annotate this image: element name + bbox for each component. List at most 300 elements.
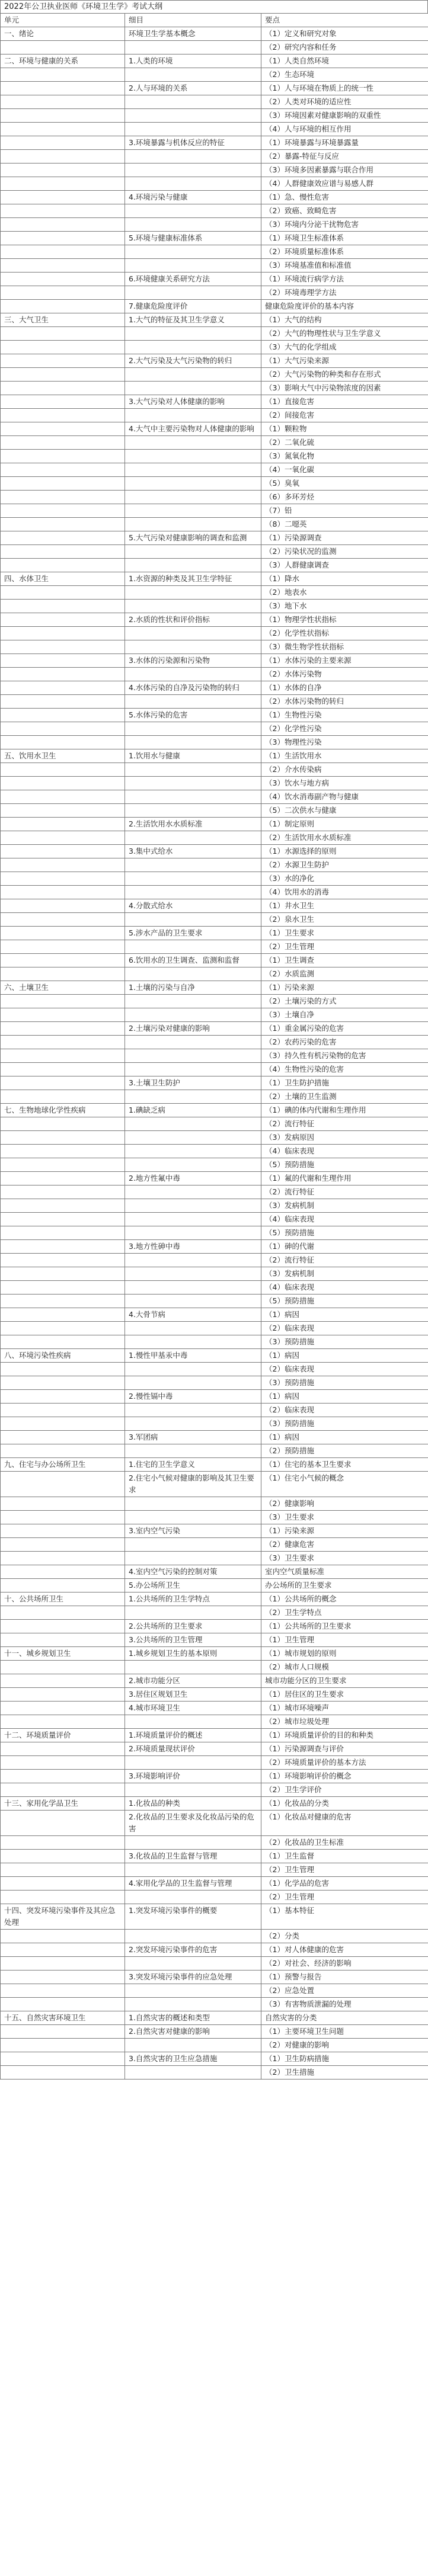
item-cell: 5.大气污染对健康影响的调查和监测 bbox=[125, 531, 261, 545]
item-cell: 2.慢性镉中毒 bbox=[125, 1390, 261, 1404]
point-cell: （1）环境影响评价的概念 bbox=[261, 1770, 428, 1783]
point-cell: （1）急、慢性危害 bbox=[261, 191, 428, 204]
table-row bbox=[1, 1497, 428, 1511]
table-row bbox=[1, 627, 428, 640]
unit-cell bbox=[1, 1984, 125, 1998]
point-cell: （1）卫生要求 bbox=[261, 927, 428, 940]
unit-cell bbox=[1, 640, 125, 654]
unit-cell bbox=[1, 790, 125, 804]
table-row bbox=[1, 1308, 428, 1322]
table-row bbox=[1, 1376, 428, 1390]
point-cell: （2）大气的物理性状与卫生学意义 bbox=[261, 327, 428, 341]
table-row bbox=[1, 1633, 428, 1647]
point-cell: （5）二次供水与健康 bbox=[261, 804, 428, 818]
table-row bbox=[1, 123, 428, 136]
table-row bbox=[1, 204, 428, 218]
unit-cell bbox=[1, 886, 125, 899]
item-cell: 4.环境污染与健康 bbox=[125, 191, 261, 204]
point-cell: （2）污染状况的监测 bbox=[261, 545, 428, 559]
table-row bbox=[1, 463, 428, 477]
table-row bbox=[1, 1836, 428, 1850]
item-cell: 3.突发环境污染事件的应急处理 bbox=[125, 1971, 261, 1984]
point-cell: （2）环境毒理学方法 bbox=[261, 286, 428, 300]
unit-cell: 七、生物地球化学性疾病 bbox=[1, 1104, 125, 1117]
item-cell bbox=[125, 736, 261, 749]
point-cell: （2）水质监测 bbox=[261, 967, 428, 981]
point-cell: （1）住宅小气候的概念 bbox=[261, 1472, 428, 1497]
point-cell: （3）氮氧化物 bbox=[261, 450, 428, 463]
item-cell bbox=[125, 123, 261, 136]
unit-cell bbox=[1, 1891, 125, 1904]
table-row bbox=[1, 640, 428, 654]
point-cell: （3）人群健康调查 bbox=[261, 559, 428, 572]
item-cell: 1.自然灾害的概述和类型 bbox=[125, 2011, 261, 2025]
item-cell bbox=[125, 245, 261, 259]
table-row bbox=[1, 491, 428, 504]
item-cell: 2.突发环境污染事件的危害 bbox=[125, 1943, 261, 1957]
item-cell bbox=[125, 450, 261, 463]
unit-cell: 八、环境污染性疾病 bbox=[1, 1349, 125, 1363]
item-cell: 4.分散式给水 bbox=[125, 899, 261, 913]
unit-cell bbox=[1, 1579, 125, 1593]
point-cell: （2）人类对环境的适应性 bbox=[261, 95, 428, 109]
point-cell: （1）卫生防护措施 bbox=[261, 1076, 428, 1090]
item-cell bbox=[125, 164, 261, 177]
table-row bbox=[1, 422, 428, 436]
item-cell: 3.居住区规划卫生 bbox=[125, 1688, 261, 1702]
point-cell: （1）病因 bbox=[261, 1431, 428, 1444]
item-cell bbox=[125, 790, 261, 804]
point-cell: （3）物理性污染 bbox=[261, 736, 428, 749]
table-row bbox=[1, 409, 428, 422]
document-title: 2022年公卫执业医师《环境卫生学》考试大纲 bbox=[0, 0, 428, 13]
item-cell bbox=[125, 327, 261, 341]
item-cell bbox=[125, 858, 261, 872]
table-row bbox=[1, 82, 428, 95]
unit-cell bbox=[1, 1063, 125, 1076]
item-cell bbox=[125, 463, 261, 477]
item-cell bbox=[125, 1254, 261, 1267]
item-cell bbox=[125, 1957, 261, 1971]
point-cell: （4）临床表现 bbox=[261, 1213, 428, 1226]
table-row bbox=[1, 436, 428, 450]
table-row bbox=[1, 341, 428, 354]
item-cell: 1.人类的环境 bbox=[125, 55, 261, 68]
item-cell bbox=[125, 722, 261, 736]
unit-cell bbox=[1, 1131, 125, 1145]
table-row bbox=[1, 1363, 428, 1376]
unit-cell bbox=[1, 1943, 125, 1957]
table-row bbox=[1, 95, 428, 109]
table-row bbox=[1, 41, 428, 55]
table-body bbox=[1, 27, 428, 2080]
table-row bbox=[1, 681, 428, 695]
point-cell: （6）多环芳烃 bbox=[261, 491, 428, 504]
item-cell: 6.饮用水的卫生调查、监测和监督 bbox=[125, 954, 261, 967]
item-cell bbox=[125, 640, 261, 654]
item-cell: 4.城市环境卫生 bbox=[125, 1702, 261, 1715]
unit-cell bbox=[1, 531, 125, 545]
point-cell: （3）发病机制 bbox=[261, 1199, 428, 1213]
unit-cell bbox=[1, 1998, 125, 2011]
table-row bbox=[1, 2039, 428, 2052]
point-cell: （3）饮水与地方病 bbox=[261, 777, 428, 790]
unit-cell bbox=[1, 1417, 125, 1431]
item-cell: 1.公共场所的卫生学特点 bbox=[125, 1593, 261, 1606]
table-row bbox=[1, 586, 428, 600]
table-row bbox=[1, 1349, 428, 1363]
point-cell: （2）临床表现 bbox=[261, 1363, 428, 1376]
unit-cell bbox=[1, 300, 125, 313]
unit-cell bbox=[1, 1877, 125, 1891]
unit-cell bbox=[1, 150, 125, 164]
point-cell: （2）水体污染物 bbox=[261, 668, 428, 681]
item-cell: 2.地方性氟中毒 bbox=[125, 1172, 261, 1186]
unit-cell bbox=[1, 967, 125, 981]
item-cell bbox=[125, 804, 261, 818]
item-cell bbox=[125, 2039, 261, 2052]
point-cell: （1）污染来源 bbox=[261, 981, 428, 995]
unit-cell: 三、大气卫生 bbox=[1, 313, 125, 327]
item-cell bbox=[125, 1376, 261, 1390]
point-cell: （3）环境多因素暴露与联合作用 bbox=[261, 164, 428, 177]
table-row bbox=[1, 177, 428, 191]
table-row bbox=[1, 477, 428, 491]
unit-cell bbox=[1, 327, 125, 341]
point-cell: （2）卫生学特点 bbox=[261, 1606, 428, 1620]
table-row bbox=[1, 777, 428, 790]
unit-cell bbox=[1, 845, 125, 858]
table-row bbox=[1, 1984, 428, 1998]
unit-cell bbox=[1, 1295, 125, 1308]
point-cell: （3）环境基准值和标准值 bbox=[261, 259, 428, 273]
point-cell: （2）生态环境 bbox=[261, 68, 428, 82]
table-row bbox=[1, 1036, 428, 1049]
point-cell: （1）对人体健康的危害 bbox=[261, 1943, 428, 1957]
table-row bbox=[1, 1811, 428, 1836]
item-cell: 1.碘缺乏病 bbox=[125, 1104, 261, 1117]
point-cell: （2）卫生管理 bbox=[261, 1863, 428, 1877]
item-cell bbox=[125, 995, 261, 1008]
unit-cell bbox=[1, 273, 125, 286]
table-row bbox=[1, 1797, 428, 1811]
item-cell bbox=[125, 1511, 261, 1524]
item-cell bbox=[125, 1661, 261, 1674]
unit-cell bbox=[1, 559, 125, 572]
unit-cell bbox=[1, 913, 125, 927]
table-row bbox=[1, 1008, 428, 1022]
item-cell bbox=[125, 1552, 261, 1565]
point-cell: （1）居住区的卫生要求 bbox=[261, 1688, 428, 1702]
item-cell bbox=[125, 1145, 261, 1158]
table-row bbox=[1, 1063, 428, 1076]
point-cell: （1）卫生防病措施 bbox=[261, 2052, 428, 2066]
item-cell bbox=[125, 1267, 261, 1281]
unit-cell bbox=[1, 1538, 125, 1552]
table-row bbox=[1, 1213, 428, 1226]
unit-cell bbox=[1, 1674, 125, 1688]
table-row bbox=[1, 995, 428, 1008]
table-row bbox=[1, 1076, 428, 1090]
item-cell bbox=[125, 1715, 261, 1729]
point-cell: （1）砷的代谢 bbox=[261, 1240, 428, 1254]
point-cell: （3）水的净化 bbox=[261, 872, 428, 886]
table-row bbox=[1, 109, 428, 123]
point-cell: （4）临床表现 bbox=[261, 1281, 428, 1295]
table-row bbox=[1, 1891, 428, 1904]
item-cell bbox=[125, 504, 261, 518]
unit-cell: 一、绪论 bbox=[1, 27, 125, 41]
point-cell: （1）公共场所的概念 bbox=[261, 1593, 428, 1606]
table-row bbox=[1, 1199, 428, 1213]
item-cell bbox=[125, 940, 261, 954]
unit-cell bbox=[1, 177, 125, 191]
unit-cell bbox=[1, 1811, 125, 1836]
unit-cell bbox=[1, 1497, 125, 1511]
table-row bbox=[1, 1226, 428, 1240]
point-cell: 城市功能分区的卫生要求 bbox=[261, 1674, 428, 1688]
table-row bbox=[1, 1186, 428, 1199]
item-cell: 4.大骨节病 bbox=[125, 1308, 261, 1322]
unit-cell bbox=[1, 382, 125, 395]
table-row bbox=[1, 872, 428, 886]
table-row bbox=[1, 1281, 428, 1295]
table-row bbox=[1, 695, 428, 709]
point-cell: （3）微生物学性状指标 bbox=[261, 640, 428, 654]
unit-cell bbox=[1, 204, 125, 218]
table-row bbox=[1, 613, 428, 627]
table-row bbox=[1, 1104, 428, 1117]
point-cell: （1）氟的代谢和生理作用 bbox=[261, 1172, 428, 1186]
unit-cell bbox=[1, 1770, 125, 1783]
table-row bbox=[1, 749, 428, 763]
item-cell bbox=[125, 1444, 261, 1458]
unit-cell bbox=[1, 1363, 125, 1376]
table-row bbox=[1, 1117, 428, 1131]
table-row bbox=[1, 313, 428, 327]
point-cell: （2）健康影响 bbox=[261, 1497, 428, 1511]
unit-cell: 九、住宅与办公场所卫生 bbox=[1, 1458, 125, 1472]
table-row bbox=[1, 1158, 428, 1172]
point-cell: （2）应急处置 bbox=[261, 1984, 428, 1998]
unit-cell bbox=[1, 259, 125, 273]
item-cell bbox=[125, 831, 261, 845]
table-row bbox=[1, 1957, 428, 1971]
point-cell: （1）病因 bbox=[261, 1390, 428, 1404]
unit-cell bbox=[1, 218, 125, 232]
item-cell bbox=[125, 368, 261, 382]
unit-cell bbox=[1, 804, 125, 818]
table-row bbox=[1, 709, 428, 722]
point-cell: （2）城市人口规模 bbox=[261, 1661, 428, 1674]
item-cell: 1.化妆品的种类 bbox=[125, 1797, 261, 1811]
item-cell: 2.环境质量现状评价 bbox=[125, 1742, 261, 1756]
point-cell: （1）公共场所的卫生要求 bbox=[261, 1620, 428, 1633]
point-cell: （1）化学品的危害 bbox=[261, 1877, 428, 1891]
table-row bbox=[1, 1904, 428, 1930]
item-cell bbox=[125, 518, 261, 531]
point-cell: （2）泉水卫生 bbox=[261, 913, 428, 927]
point-cell: （3）影响大气中污染物浓度的因素 bbox=[261, 382, 428, 395]
item-cell bbox=[125, 545, 261, 559]
unit-cell bbox=[1, 1158, 125, 1172]
item-cell bbox=[125, 382, 261, 395]
point-cell: （1）降水 bbox=[261, 572, 428, 586]
item-cell: 2.化妆品的卫生要求及化妆品污染的危害 bbox=[125, 1811, 261, 1836]
unit-cell bbox=[1, 1565, 125, 1579]
table-row bbox=[1, 1404, 428, 1417]
point-cell: （3）卫生要求 bbox=[261, 1511, 428, 1524]
point-cell: （2）对社会、经济的影响 bbox=[261, 1957, 428, 1971]
point-cell: （2）分类 bbox=[261, 1930, 428, 1943]
point-cell: （1）污染源调查与评价 bbox=[261, 1742, 428, 1756]
table-row bbox=[1, 1511, 428, 1524]
point-cell: （2）地表水 bbox=[261, 586, 428, 600]
item-cell bbox=[125, 1158, 261, 1172]
table-row bbox=[1, 722, 428, 736]
table-row bbox=[1, 1770, 428, 1783]
unit-cell bbox=[1, 940, 125, 954]
item-cell: 3.室内空气污染 bbox=[125, 1524, 261, 1538]
unit-cell bbox=[1, 1431, 125, 1444]
unit-cell bbox=[1, 1620, 125, 1633]
table-row bbox=[1, 1971, 428, 1984]
unit-cell bbox=[1, 654, 125, 668]
item-cell bbox=[125, 668, 261, 681]
unit-cell bbox=[1, 2052, 125, 2066]
point-cell: （2）暴露-特征与反应 bbox=[261, 150, 428, 164]
point-cell: 健康危险度评价的基本内容 bbox=[261, 300, 428, 313]
point-cell: （1）病因 bbox=[261, 1349, 428, 1363]
item-cell: 1.饮用水与健康 bbox=[125, 749, 261, 763]
table-row bbox=[1, 1620, 428, 1633]
item-cell bbox=[125, 1335, 261, 1349]
point-cell: （1）城市规划的原则 bbox=[261, 1647, 428, 1661]
table-row bbox=[1, 1783, 428, 1797]
unit-cell bbox=[1, 1971, 125, 1984]
item-cell bbox=[125, 286, 261, 300]
unit-cell bbox=[1, 1186, 125, 1199]
unit-cell bbox=[1, 1715, 125, 1729]
point-cell: （1）基本特征 bbox=[261, 1904, 428, 1930]
point-cell: （5）预防措施 bbox=[261, 1295, 428, 1308]
table-row bbox=[1, 2011, 428, 2025]
table-row bbox=[1, 55, 428, 68]
point-cell: （1）碘的体内代谢和生理作用 bbox=[261, 1104, 428, 1117]
item-cell bbox=[125, 1117, 261, 1131]
item-cell bbox=[125, 1756, 261, 1770]
point-cell: （3）环境内分泌干扰物危害 bbox=[261, 218, 428, 232]
point-cell: （2）水体污染物的转归 bbox=[261, 695, 428, 709]
item-cell bbox=[125, 763, 261, 777]
table-row bbox=[1, 1254, 428, 1267]
column-header-point: 要点 bbox=[261, 14, 428, 27]
item-cell: 2.自然灾害对健康的影响 bbox=[125, 2025, 261, 2039]
point-cell: 室内空气质量标准 bbox=[261, 1565, 428, 1579]
table-row bbox=[1, 804, 428, 818]
table-row bbox=[1, 886, 428, 899]
point-cell: （2）大气污染物的种类和存在形式 bbox=[261, 368, 428, 382]
point-cell: （2）卫生管理 bbox=[261, 1891, 428, 1904]
table-row bbox=[1, 1930, 428, 1943]
point-cell: （5）预防措施 bbox=[261, 1158, 428, 1172]
column-header-item: 细目 bbox=[125, 14, 261, 27]
point-cell: （1）环境暴露与环境暴露量 bbox=[261, 136, 428, 150]
table-row bbox=[1, 1267, 428, 1281]
point-cell: （1）水体污染的主要来源 bbox=[261, 654, 428, 668]
unit-cell bbox=[1, 450, 125, 463]
unit-cell bbox=[1, 191, 125, 204]
item-cell: 3.地方性砷中毒 bbox=[125, 1240, 261, 1254]
unit-cell bbox=[1, 2039, 125, 2052]
table-row bbox=[1, 1538, 428, 1552]
point-cell: （2）卫生措施 bbox=[261, 2066, 428, 2080]
unit-cell bbox=[1, 1172, 125, 1186]
unit-cell bbox=[1, 232, 125, 245]
item-cell: 3.自然灾害的卫生应急措施 bbox=[125, 2052, 261, 2066]
item-cell: 2.生活饮用水水质标准 bbox=[125, 818, 261, 831]
unit-cell bbox=[1, 1090, 125, 1104]
unit-cell bbox=[1, 1308, 125, 1322]
point-cell: （1）生物性污染 bbox=[261, 709, 428, 722]
table-row bbox=[1, 845, 428, 858]
point-cell: （1）水体的自净 bbox=[261, 681, 428, 695]
point-cell: （2）化妆品的卫生标准 bbox=[261, 1836, 428, 1850]
item-cell: 3.公共场所的卫生管理 bbox=[125, 1633, 261, 1647]
table-row bbox=[1, 273, 428, 286]
table-row bbox=[1, 1998, 428, 2011]
point-cell: （1）化妆品的分类 bbox=[261, 1797, 428, 1811]
unit-cell bbox=[1, 818, 125, 831]
unit-cell bbox=[1, 1783, 125, 1797]
table-row bbox=[1, 1688, 428, 1702]
table-row bbox=[1, 259, 428, 273]
item-cell: 5.办公场所卫生 bbox=[125, 1579, 261, 1593]
item-cell: 2.土壤污染对健康的影响 bbox=[125, 1022, 261, 1036]
item-cell bbox=[125, 777, 261, 790]
table-row bbox=[1, 1593, 428, 1606]
unit-cell bbox=[1, 1240, 125, 1254]
item-cell bbox=[125, 600, 261, 613]
unit-cell bbox=[1, 1688, 125, 1702]
point-cell: （2）健康危害 bbox=[261, 1538, 428, 1552]
point-cell: （1）人与环境在物质上的统一性 bbox=[261, 82, 428, 95]
unit-cell bbox=[1, 586, 125, 600]
item-cell: 7.健康危险度评价 bbox=[125, 300, 261, 313]
table-row bbox=[1, 654, 428, 668]
item-cell: 5.涉水产品的卫生要求 bbox=[125, 927, 261, 940]
table-row bbox=[1, 790, 428, 804]
unit-cell bbox=[1, 368, 125, 382]
item-cell bbox=[125, 477, 261, 491]
table-row bbox=[1, 981, 428, 995]
column-header-unit: 单元 bbox=[1, 14, 125, 27]
item-cell: 1.水资源的种类及其卫生学特征 bbox=[125, 572, 261, 586]
table-row bbox=[1, 1431, 428, 1444]
table-row bbox=[1, 818, 428, 831]
point-cell: （1）水源选择的原则 bbox=[261, 845, 428, 858]
table-row bbox=[1, 1458, 428, 1472]
unit-cell bbox=[1, 1117, 125, 1131]
unit-cell bbox=[1, 504, 125, 518]
point-cell: （2）致癌、致畸危害 bbox=[261, 204, 428, 218]
point-cell: （3）发病机制 bbox=[261, 1267, 428, 1281]
unit-cell: 五、饮用水卫生 bbox=[1, 749, 125, 763]
point-cell: （1）直接危害 bbox=[261, 395, 428, 409]
item-cell bbox=[125, 559, 261, 572]
item-cell bbox=[125, 259, 261, 273]
unit-cell bbox=[1, 1049, 125, 1063]
